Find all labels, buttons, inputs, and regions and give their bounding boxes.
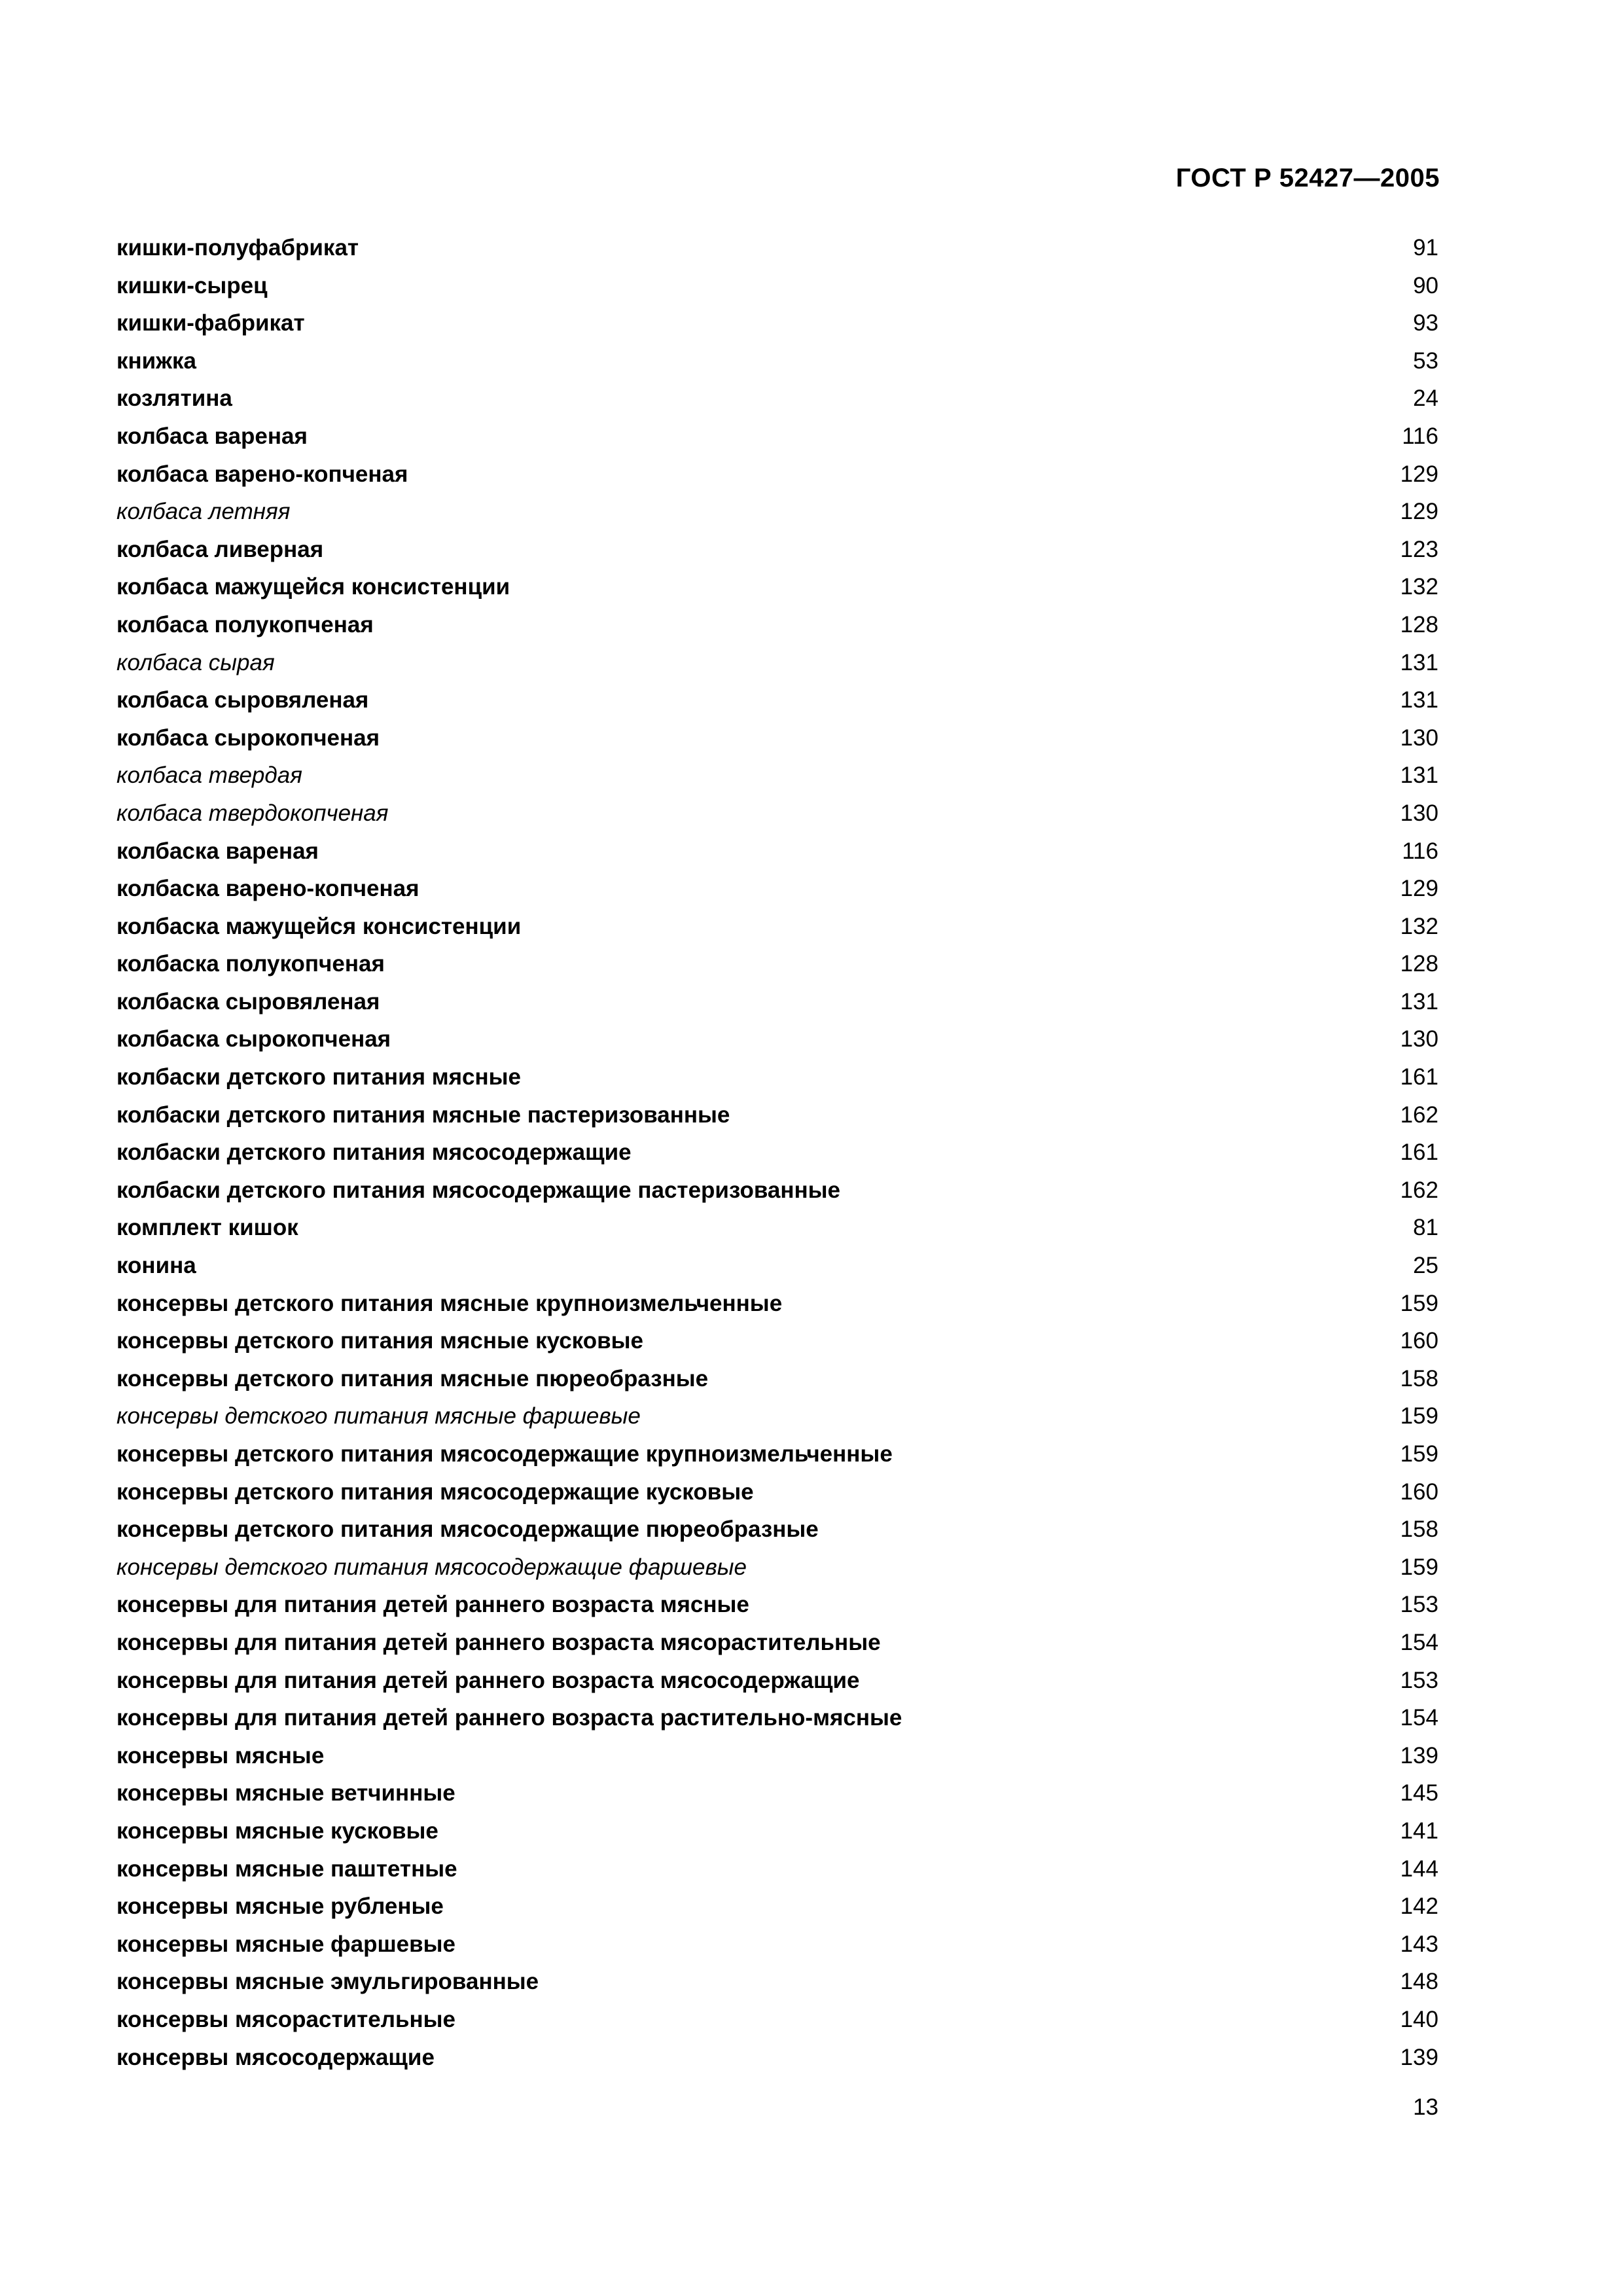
index-term: консервы мясосодержащие [116, 2044, 435, 2070]
index-entry [116, 1774, 1438, 1812]
index-entry [116, 267, 1438, 305]
index-page-ref: 154 [1400, 1705, 1438, 1731]
index-term: колбаса сыровяленая [116, 687, 369, 713]
index-term: кишки-полуфабрикат [116, 235, 359, 260]
index-page-ref: 129 [1400, 876, 1438, 902]
index-term: колбаса твердая [116, 762, 302, 789]
index-term: консервы детского питания мясосодержащие кусковые [116, 1479, 754, 1505]
index-page-ref: 160 [1400, 1479, 1438, 1505]
index-page-ref: 143 [1400, 1931, 1438, 1957]
index-term: колбаса твердокопченая [116, 800, 389, 826]
index-term: консервы детского питания мясные пюреобразные [116, 1365, 709, 1391]
index-term: колбаса ливерная [116, 536, 324, 562]
index-entry [116, 1020, 1438, 1058]
index-entry [116, 1397, 1438, 1435]
index-term: консервы для питания детей раннего возраста растительно-мясные [116, 1705, 902, 1731]
index-page-ref: 90 [1413, 272, 1438, 298]
index-term: консервы детского питания мясные фаршевые [116, 1403, 641, 1429]
index-entry [116, 983, 1438, 1021]
index-page-ref: 140 [1400, 2006, 1438, 2032]
index-entry [116, 1926, 1438, 1964]
index-page-ref: 130 [1400, 725, 1438, 751]
index-term: книжка [116, 348, 196, 374]
index-page-ref: 129 [1400, 499, 1438, 525]
index-page-ref: 129 [1400, 461, 1438, 487]
index-entry [116, 1209, 1438, 1247]
index-term: консервы мясорастительные [116, 2006, 455, 2032]
index-term: консервы мясные эмульгированные [116, 1969, 539, 1995]
index-term: колбаска сыровяленая [116, 988, 380, 1014]
index-page-ref: 160 [1400, 1328, 1438, 1354]
index-entry [116, 531, 1438, 569]
index-entry [116, 342, 1438, 380]
index-page-ref: 139 [1400, 2044, 1438, 2070]
index-page-ref: 162 [1400, 1102, 1438, 1128]
index-entry [116, 1096, 1438, 1134]
index-term: консервы детского питания мясные кусковые [116, 1328, 643, 1354]
index-term: колбаса варено-копченая [116, 461, 408, 487]
index-entry [116, 1058, 1438, 1096]
index-term: кишки-фабрикат [116, 310, 305, 336]
index-entry [116, 1662, 1438, 1700]
index-term: колбаса мажущейся консистенции [116, 574, 510, 600]
index-entry [116, 606, 1438, 644]
index-term: консервы детского питания мясные крупноизмельченные [116, 1290, 783, 1316]
index-term: колбаска варено-копченая [116, 876, 419, 902]
index-page-ref: 162 [1400, 1177, 1438, 1203]
index-page-ref: 116 [1402, 423, 1438, 449]
index-term: консервы мясные [116, 1742, 325, 1768]
index-term: консервы мясные паштетные [116, 1856, 457, 1882]
index-entry [116, 1511, 1438, 1549]
index-entry [116, 1322, 1438, 1360]
index-entry [116, 1134, 1438, 1172]
index-page-ref: 128 [1400, 611, 1438, 637]
index-term: консервы для питания детей раннего возраста мясные [116, 1592, 749, 1618]
index-term: колбаски детского питания мясные пастеризованные [116, 1102, 730, 1128]
index-page-ref: 130 [1400, 1026, 1438, 1052]
index-entry [116, 681, 1438, 719]
alphabetical-index [116, 229, 1438, 2076]
index-page-ref: 128 [1400, 951, 1438, 977]
index-entry [116, 1247, 1438, 1285]
index-entry [116, 2039, 1438, 2077]
index-entry [116, 1435, 1438, 1473]
index-page-ref: 91 [1413, 235, 1438, 260]
index-entry [116, 304, 1438, 342]
index-term: колбаска мажущейся консистенции [116, 913, 522, 939]
index-term: консервы для питания детей раннего возраста мясорастительные [116, 1629, 881, 1655]
index-entry [116, 757, 1438, 795]
index-entry [116, 229, 1438, 267]
index-term: козлятина [116, 386, 232, 412]
index-term: колбаса летняя [116, 499, 291, 525]
index-term: консервы мясные ветчинные [116, 1780, 455, 1806]
index-entry [116, 945, 1438, 983]
index-page-ref: 141 [1400, 1818, 1438, 1844]
index-term: колбаска вареная [116, 838, 319, 864]
index-term: конина [116, 1253, 196, 1279]
index-term: колбаски детского питания мясосодержащие [116, 1139, 632, 1166]
index-term: консервы для питания детей раннего возраста мясосодержащие [116, 1667, 860, 1693]
index-page-ref: 25 [1413, 1253, 1438, 1279]
index-page-ref: 144 [1400, 1856, 1438, 1882]
index-term: консервы детского питания мясосодержащие крупноизмельченные [116, 1441, 893, 1467]
index-term: консервы мясные рубленые [116, 1893, 444, 1920]
index-entry [116, 908, 1438, 946]
index-page-ref: 161 [1400, 1139, 1438, 1166]
index-page-ref: 132 [1400, 574, 1438, 600]
index-page-ref: 130 [1400, 800, 1438, 826]
index-entry [116, 1963, 1438, 2001]
index-entry [116, 1586, 1438, 1624]
index-entry [116, 2001, 1438, 2039]
index-term: комплект кишок [116, 1215, 298, 1241]
index-term: колбаса полукопченая [116, 611, 374, 637]
index-entry [116, 795, 1438, 833]
index-entry [116, 1624, 1438, 1662]
index-page-ref: 148 [1400, 1969, 1438, 1995]
index-page-ref: 158 [1400, 1365, 1438, 1391]
index-term: консервы мясные фаршевые [116, 1931, 455, 1957]
index-entry [116, 1699, 1438, 1737]
index-entry [116, 1285, 1438, 1323]
index-page-ref: 116 [1402, 838, 1438, 864]
index-page-ref: 24 [1413, 386, 1438, 412]
index-term: консервы детского питания мясосодержащие фаршевые [116, 1554, 747, 1580]
index-entry [116, 1360, 1438, 1398]
index-entry [116, 1888, 1438, 1926]
index-page-ref: 132 [1400, 913, 1438, 939]
index-page-ref: 131 [1400, 988, 1438, 1014]
index-entry [116, 493, 1438, 531]
index-entry [116, 833, 1438, 870]
index-page-ref: 142 [1400, 1893, 1438, 1920]
index-entry [116, 1812, 1438, 1850]
index-entry [116, 1549, 1438, 1587]
index-term: колбаса сырая [116, 649, 275, 675]
index-entry [116, 418, 1438, 456]
index-page-ref: 139 [1400, 1742, 1438, 1768]
index-term: колбаски детского питания мясные [116, 1064, 522, 1090]
index-page-ref: 161 [1400, 1064, 1438, 1090]
index-term: колбаса вареная [116, 423, 308, 449]
index-page-ref: 153 [1400, 1592, 1438, 1618]
index-page-ref: 131 [1400, 649, 1438, 675]
index-page-ref: 159 [1400, 1403, 1438, 1429]
page-number: 13 [1413, 2094, 1438, 2120]
index-page-ref: 131 [1400, 687, 1438, 713]
index-entry [116, 456, 1438, 493]
index-page-ref: 53 [1413, 348, 1438, 374]
index-entry [116, 870, 1438, 908]
index-term: колбаски детского питания мясосодержащие пастеризованные [116, 1177, 840, 1203]
index-page-ref: 159 [1400, 1554, 1438, 1580]
index-page-ref: 153 [1400, 1667, 1438, 1693]
index-page-ref: 159 [1400, 1290, 1438, 1316]
index-page-ref: 158 [1400, 1516, 1438, 1543]
index-term: кишки-сырец [116, 272, 268, 298]
index-entry [116, 1737, 1438, 1775]
index-page-ref: 123 [1400, 536, 1438, 562]
index-term: консервы мясные кусковые [116, 1818, 438, 1844]
index-entry [116, 1473, 1438, 1511]
index-entry [116, 380, 1438, 418]
index-page-ref: 159 [1400, 1441, 1438, 1467]
index-page-ref: 81 [1413, 1215, 1438, 1241]
index-entry [116, 568, 1438, 606]
index-entry [116, 719, 1438, 757]
index-page-ref: 154 [1400, 1629, 1438, 1655]
index-term: колбаска сырокопченая [116, 1026, 391, 1052]
index-entry [116, 1172, 1438, 1210]
index-entry [116, 1850, 1438, 1888]
document-header: ГОСТ Р 52427—2005 [1175, 164, 1440, 192]
index-term: колбаса сырокопченая [116, 725, 380, 751]
index-page-ref: 145 [1400, 1780, 1438, 1806]
index-page-ref: 131 [1400, 762, 1438, 789]
index-term: колбаска полукопченая [116, 951, 385, 977]
index-page-ref: 93 [1413, 310, 1438, 336]
index-term: консервы детского питания мясосодержащие пюреобразные [116, 1516, 819, 1543]
index-entry [116, 644, 1438, 682]
